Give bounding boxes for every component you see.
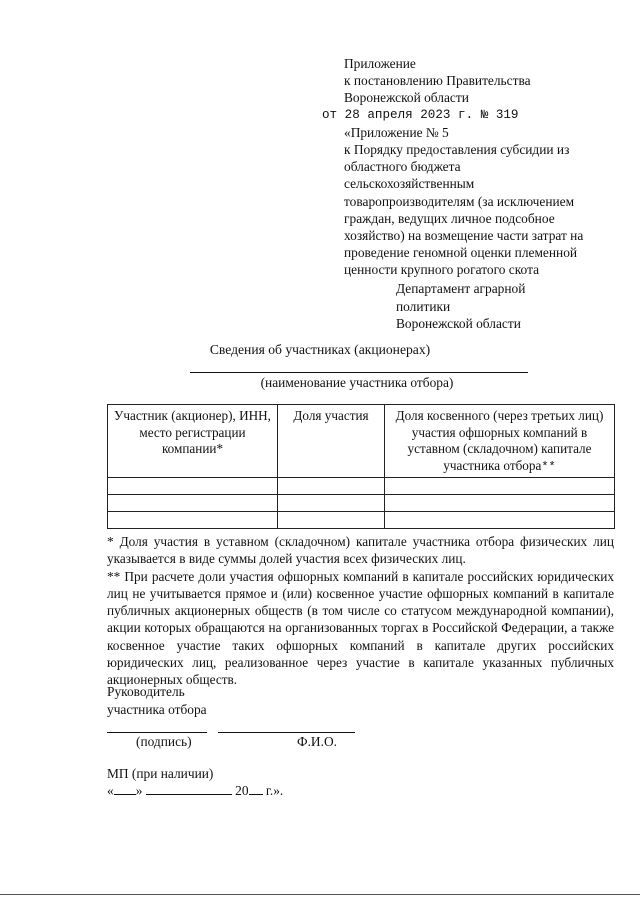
table-cell[interactable]: [278, 512, 385, 529]
stamp-place-label: МП (при наличии): [107, 766, 214, 781]
addressee-line: Департамент аграрной: [396, 281, 526, 296]
participant-name-caption: (наименование участника отбора): [260, 375, 454, 390]
table-cell[interactable]: [278, 478, 385, 495]
date-close-quote: »: [135, 783, 143, 798]
table-cell[interactable]: [108, 478, 278, 495]
footnote-1: * Доля участия в уставном (складочном) капитале участника отбора физических лиц указывается в виде суммы долей участия всех физических лиц.: [107, 534, 614, 567]
document-title: Сведения об участниках (акционерах): [209, 342, 431, 357]
header-offshore-mark: **: [541, 459, 556, 474]
addressee-line: политики: [396, 298, 451, 314]
footnotes: [107, 533, 614, 689]
appendix-line: Приложение: [344, 56, 416, 71]
date-line: [107, 782, 283, 799]
appendix-block: [322, 55, 619, 279]
appendix-line: Воронежской области: [344, 90, 469, 106]
appendix-line: ценности крупного рогатого скота: [344, 262, 540, 278]
header-share: Доля участия: [278, 405, 385, 478]
header-offshore-share: [385, 405, 615, 478]
table-cell[interactable]: [385, 512, 615, 529]
appendix-line: к Порядку предоставления субсидии из: [344, 142, 570, 158]
head-title-line: участника отбора: [107, 701, 207, 717]
year-suffix: г.».: [265, 783, 284, 798]
table-row: [108, 495, 615, 512]
table-cell[interactable]: [108, 512, 278, 529]
appendix-line: хозяйство) на возмещение части затрат на: [344, 228, 584, 244]
full-name-field[interactable]: [218, 732, 355, 733]
table-cell[interactable]: [108, 495, 278, 512]
footnote-2: ** При расчете доли участия офшорных компаний в капитале российских юридических лиц не учитывается прямое и (или) косвенное участие офшорных компаний в капитале публичных акционерных обществ (в том числе со статусом международной компании), акции которых обращаются на организованных торгах в Российской Федерации, а также косвенное участие таких офшорных компаний в капитале других российских юридических лиц, реализованное через участие в капитале указанных публичных акционерных обществ.: [107, 568, 614, 688]
table-cell[interactable]: [385, 478, 615, 495]
month-field[interactable]: [146, 782, 232, 795]
table-cell[interactable]: [385, 495, 615, 512]
header-offshore-text: Доля косвенного (через третьих лиц) участия офшорных компаний в уставном (складочном) капитале участника отбора: [395, 408, 604, 473]
addressee-line: Воронежской области: [396, 316, 521, 332]
table-header-row: [108, 405, 615, 478]
date-open-quote: «: [107, 783, 114, 798]
appendix-line: проведение геномной оценки племенной: [344, 245, 578, 261]
head-title-line: Руководитель: [107, 684, 185, 699]
year-field[interactable]: [249, 782, 263, 795]
table-row: [108, 512, 615, 529]
signature-field[interactable]: [107, 732, 207, 733]
day-field[interactable]: [114, 782, 136, 795]
participants-table: [107, 404, 615, 529]
participant-name-field[interactable]: [190, 372, 528, 373]
table-cell[interactable]: [278, 495, 385, 512]
full-name-caption: Ф.И.О.: [297, 734, 337, 749]
head-title: [107, 683, 207, 718]
table-row: [108, 478, 615, 495]
header-participant: Участник (акционер), ИНН, место регистрации компании*: [108, 405, 278, 478]
signature-caption: (подпись): [136, 734, 192, 749]
appendix-line: сельскохозяйственным: [344, 176, 475, 192]
bottom-rule: [0, 894, 640, 895]
appendix-line: граждан, ведущих личное подсобное: [344, 210, 555, 226]
appendix-line: областного бюджета: [344, 159, 461, 175]
appendix-line: «Приложение № 5: [344, 124, 449, 140]
addressee-block: [396, 280, 616, 333]
appendix-line: к постановлению Правительства: [344, 73, 531, 89]
year-prefix: 20: [235, 783, 249, 798]
resolution-date-line: от 28 апреля 2023 г. № 319: [322, 107, 519, 122]
appendix-line: товаропроизводителям (за исключением: [344, 193, 575, 209]
